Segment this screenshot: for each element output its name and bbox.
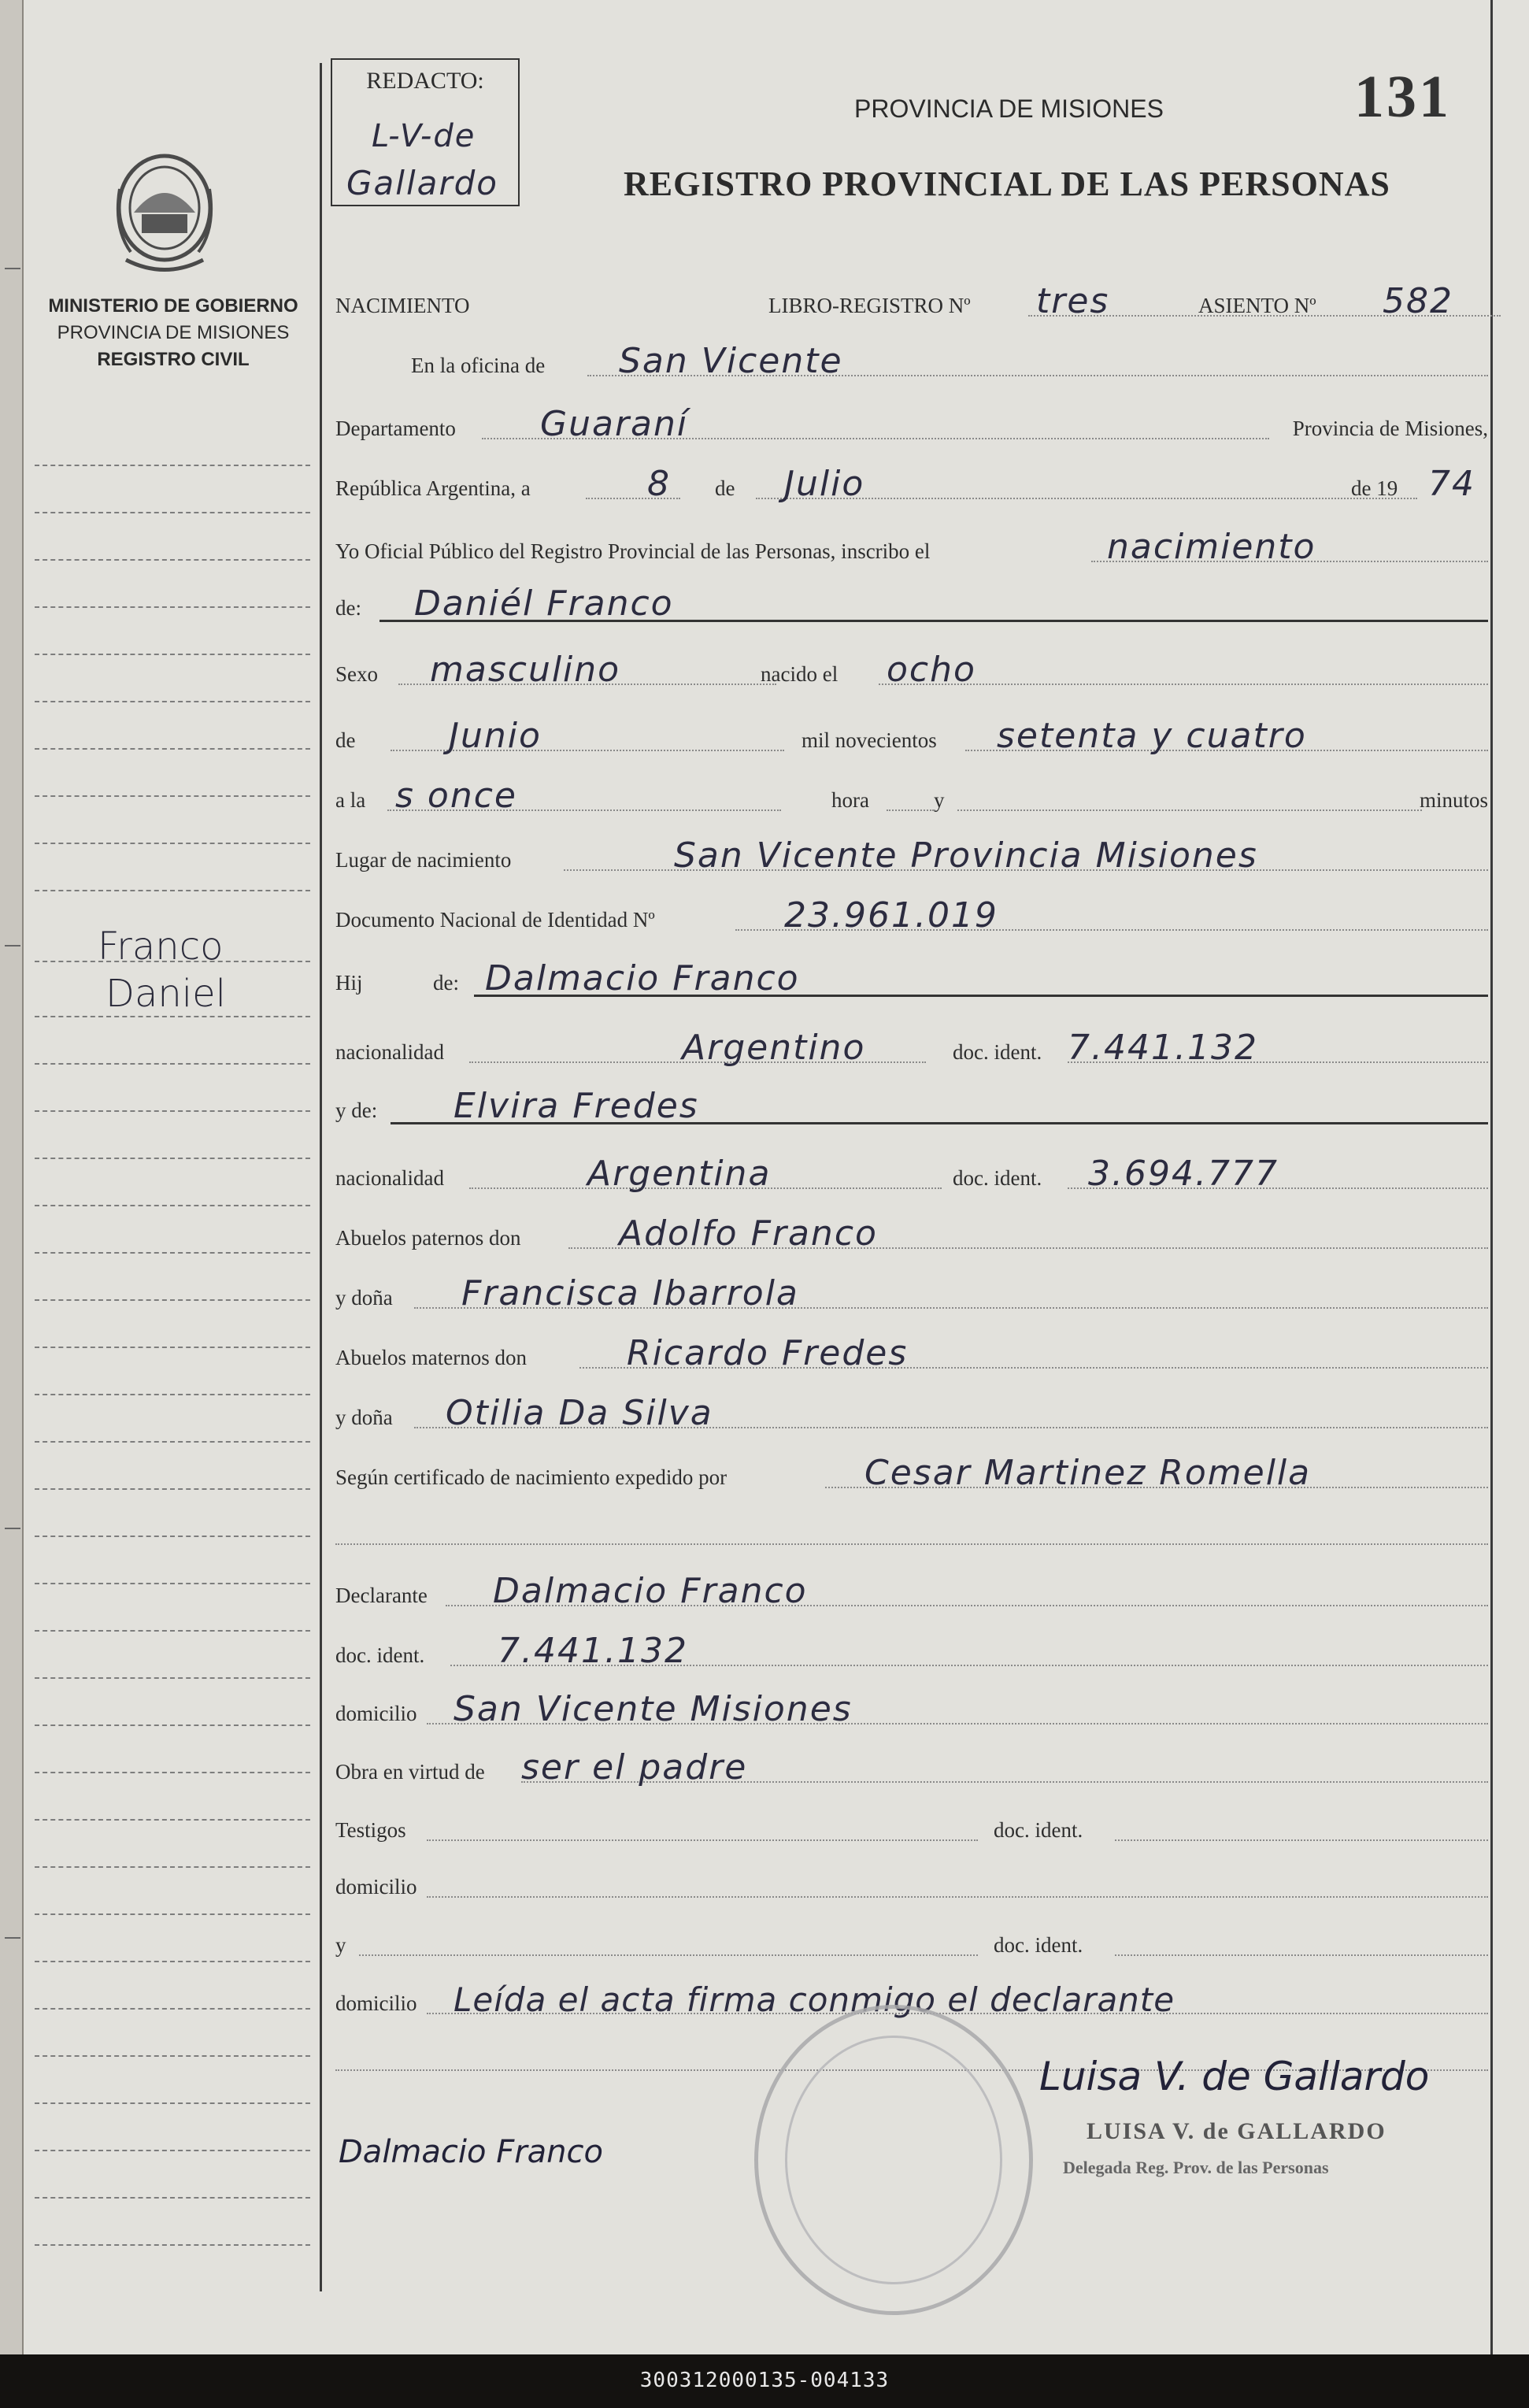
departamento-value: Guaraní	[540, 404, 689, 444]
row-abuelo-pat	[335, 1210, 1488, 1257]
row-hora	[335, 772, 1488, 819]
de-nombre-label: de:	[335, 596, 361, 620]
certificado-label: Según certificado de nacimiento expedido por	[335, 1465, 727, 1489]
row-fecha	[335, 460, 1488, 507]
abuelos-pat-label: Abuelos paternos don	[335, 1226, 521, 1250]
nacido-label: nacido el	[761, 662, 839, 686]
declarante-doc-value: 7.441.132	[498, 1631, 688, 1671]
row-testigo-2	[335, 1917, 1488, 1964]
abuela-pat-value: Francisca Ibarrola	[461, 1273, 799, 1313]
redacto-handwriting-1: L-V-de	[372, 118, 476, 154]
madre-doc-label: doc. ident.	[953, 1166, 1042, 1190]
abuelo-mat-value: Ricardo Fredes	[627, 1333, 909, 1373]
hijo-label: Hij	[335, 971, 363, 995]
nacimiento-label: NACIMIENTO	[335, 294, 470, 317]
asiento-label: ASIENTO Nº	[1198, 294, 1316, 317]
row-obra	[335, 1743, 1488, 1791]
official-title: Delegada Reg. Prov. de las Personas	[1063, 2158, 1329, 2177]
anio-value: 74	[1428, 464, 1475, 504]
row-testigos	[335, 1802, 1488, 1849]
yde-label: y de:	[335, 1098, 378, 1122]
de2-label: de	[335, 728, 356, 752]
declarante-doc-label: doc. ident.	[335, 1643, 425, 1667]
departamento-label: Departamento	[335, 417, 456, 440]
libro-label: LIBRO-REGISTRO Nº	[768, 294, 971, 317]
madre-nac-value: Argentina	[587, 1154, 772, 1194]
testigos-dom-label: domicilio	[335, 1875, 417, 1899]
row-padre-nac	[335, 1024, 1488, 1071]
oficina-label: En la oficina de	[411, 354, 546, 377]
provincia-suffix: Provincia de Misiones,	[1292, 417, 1488, 440]
padre-doc-value: 7.441.132	[1068, 1028, 1258, 1068]
anio-label: de 19	[1351, 476, 1398, 500]
libro-value: tres	[1036, 281, 1110, 321]
hora-value: s once	[395, 776, 517, 816]
row-sexo	[335, 646, 1488, 693]
row-testigos-dom	[335, 1858, 1488, 1906]
padre-value: Dalmacio Franco	[485, 958, 800, 998]
mil-label: mil novecientos	[802, 728, 937, 752]
declarante-value: Dalmacio Franco	[493, 1571, 808, 1611]
testigos-doc-label: doc. ident.	[994, 1818, 1083, 1842]
abuela-pat-label: y doña	[335, 1286, 393, 1310]
row-blank-1	[335, 1506, 1488, 1553]
padre-nac-label: nacionalidad	[335, 1040, 444, 1064]
y-label: y	[934, 788, 945, 812]
row-madre	[335, 1082, 1488, 1129]
oficial-text: Yo Oficial Público del Registro Provincial de las Personas, inscribo el	[335, 539, 931, 563]
abuelos-mat-label: Abuelos maternos don	[335, 1346, 527, 1369]
declarant-signature: Dalmacio Franco	[339, 2134, 603, 2170]
row-departamento	[335, 400, 1488, 447]
y2-label: y	[335, 1933, 346, 1957]
republica-label: República Argentina, a	[335, 476, 531, 500]
registry-title: REGISTRO PROVINCIAL DE LAS PERSONAS	[624, 165, 1390, 203]
obra-value: ser el padre	[521, 1747, 748, 1787]
leida-value: Leída el acta firma conmigo el declarante	[454, 1980, 1175, 2019]
padre-nac-value: Argentino	[682, 1028, 866, 1068]
redacto-box	[331, 58, 520, 206]
abuela-mat-label: y doña	[335, 1406, 393, 1429]
book-spine	[0, 0, 24, 2354]
oficina-value: San Vicente	[619, 341, 843, 381]
margin-note	[98, 923, 226, 1017]
row-abuelo-mat	[335, 1329, 1488, 1376]
sexo-label: Sexo	[335, 662, 378, 686]
mes-nac-value: Junio	[449, 716, 542, 756]
declarante-dom-value: San Vicente Misiones	[454, 1689, 853, 1729]
province-heading: PROVINCIA DE MISIONES	[854, 94, 1164, 123]
row-declarante	[335, 1567, 1488, 1614]
row-abuela-pat	[335, 1269, 1488, 1317]
leida-dom-label: domicilio	[335, 1991, 417, 2015]
provincial-seal-icon	[110, 142, 219, 282]
lugar-label: Lugar de nacimiento	[335, 848, 512, 872]
oficial-value: nacimiento	[1107, 527, 1316, 567]
nacido-value: ocho	[887, 650, 976, 690]
madre-doc-value: 3.694.777	[1088, 1154, 1279, 1194]
row-dni	[335, 891, 1488, 939]
official-name: LUISA V. de GALLARDO	[1087, 2118, 1386, 2144]
row-abuela-mat	[335, 1389, 1488, 1436]
de-label: de	[715, 476, 735, 500]
testigos-label: Testigos	[335, 1818, 406, 1842]
row-lugar	[335, 832, 1488, 879]
declarante-label: Declarante	[335, 1584, 428, 1607]
certificado-value: Cesar Martinez Romella	[864, 1453, 1312, 1493]
alas-label: a la	[335, 788, 366, 812]
testigo2-doc-label: doc. ident.	[994, 1933, 1083, 1957]
row-declarante-doc	[335, 1627, 1488, 1674]
row-nombre	[335, 580, 1488, 627]
official-signature: Luisa V. de Gallardo	[1039, 2054, 1430, 2099]
obra-label: Obra en virtud de	[335, 1760, 485, 1784]
margin-rule	[320, 63, 322, 2291]
ministry-line-3: REGISTRO CIVIL	[97, 349, 250, 370]
lugar-value: San Vicente Provincia Misiones	[674, 835, 1258, 876]
ministry-block	[31, 293, 315, 373]
abuelo-pat-value: Adolfo Franco	[619, 1213, 878, 1254]
dni-label: Documento Nacional de Identidad Nº	[335, 908, 655, 932]
row-oficina	[335, 337, 1488, 384]
nombre-value: Daniél Franco	[414, 583, 674, 624]
row-nac-fecha	[335, 712, 1488, 759]
dia-value: 8	[647, 464, 671, 504]
declarante-dom-label: domicilio	[335, 1702, 417, 1725]
ministry-line-2: PROVINCIA DE MISIONES	[57, 322, 290, 343]
padre-doc-label: doc. ident.	[953, 1040, 1042, 1064]
asiento-value: 582	[1383, 281, 1453, 321]
archive-code: 300312000135-004133	[639, 2369, 890, 2392]
anio-nac-value: setenta y cuatro	[997, 716, 1307, 756]
row-oficial	[335, 523, 1488, 570]
page-number: 131	[1354, 64, 1451, 130]
minutos-label: minutos	[1419, 788, 1488, 812]
right-rule	[1490, 0, 1493, 2354]
sexo-value: masculino	[430, 650, 621, 690]
row-certificado	[335, 1449, 1488, 1496]
redacto-handwriting-2: Gallardo	[346, 164, 498, 202]
dni-value: 23.961.019	[784, 895, 998, 935]
hijo-de-label: de:	[433, 971, 459, 995]
madre-value: Elvira Fredes	[454, 1086, 699, 1126]
ministry-line-1: MINISTERIO DE GOBIERNO	[48, 295, 298, 317]
margin-note-surname: Franco	[98, 924, 224, 969]
row-padre	[335, 954, 1488, 1002]
row-declarante-dom	[335, 1685, 1488, 1732]
row-madre-nac	[335, 1150, 1488, 1197]
row-libro	[335, 277, 1488, 324]
official-stamp-icon	[754, 2005, 1033, 2315]
mes-value: Julio	[784, 464, 865, 504]
hora-label: hora	[831, 788, 869, 812]
redacto-label: REDACTO:	[366, 68, 484, 94]
abuela-mat-value: Otilia Da Silva	[446, 1393, 713, 1433]
madre-nac-label: nacionalidad	[335, 1166, 444, 1190]
margin-note-name: Daniel	[106, 972, 226, 1016]
